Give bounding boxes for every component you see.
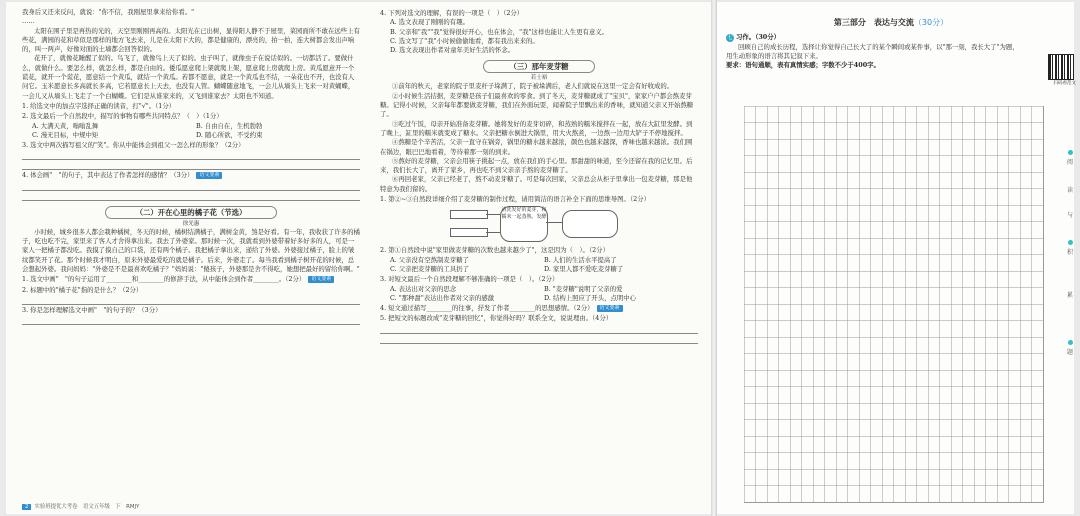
top-line-2: …… [22,17,35,26]
dot-icon [1068,340,1073,345]
section-3-title: （三）那年麦芽糖 [483,60,595,73]
question-2-1-text: 1. 选文中画" "的句子运用了________和________的修辞手法，从中能体会到作者________。（2分） [22,275,306,284]
question-4-options [380,18,698,55]
page-number: 2 [22,504,31,510]
side-tab-label: 与 [1066,212,1073,219]
question-3-1: 1. 第②~③自然段详细介绍了麦芽糖的制作过程，请用简洁的语言补全下面的思维导图。（2分） [380,195,650,204]
answer-line[interactable] [22,150,360,160]
section-2-author: 徐光惠 [182,220,200,227]
question-3-2-options [380,256,698,275]
option[interactable]: D. 家里人都不爱吃麦芽糖了 [544,264,624,273]
option[interactable]: C. 选文写了"我"小时候偷偷地看，都有我出来来的。 [390,36,539,45]
subject-badge: 语文要素 [196,172,222,179]
option[interactable]: B. 父亲和"我""我"觉得很好开心，也在体会，"我"这样也能让人生更有意义。 [390,27,609,36]
side-tab-label: 阅 [1066,159,1073,166]
mind-map-blank-cloud[interactable] [562,210,618,238]
question-3-3-options [380,285,698,304]
mind-map-center: 清洗发好的麦芽，和糯米一起蒸熟、发酵 [500,206,548,242]
top-line-1: 我身后又还来反问，就说："你不信，我刚屋里拿来给你看。" [22,8,195,16]
option[interactable]: B. 自由自在，生机勃勃 [196,121,263,130]
question-2-3: 3. 你是怎样理解选文中画" "的句子的？（3分） [22,305,162,314]
task-text: 回顾自己的成长历程，选择让你觉得自己长大了的某个瞬间或某件事，以"那一刻，我长大了"为题，用生动形象的语言将其记叙下来。 [726,42,1019,60]
arrow [546,222,562,223]
question-2-2: 2. 标题中的"橘子花"指的是什么？（2分） [22,285,143,294]
side-tab [1060,150,1080,166]
task-number: 七 [727,35,733,42]
question-3-3: 3. 对短文最后一个自然段理解不够准确的一项是（ ）。（2分） [380,275,559,284]
side-tab [1060,185,1080,194]
option[interactable]: C. 父亲把麦芽糖的工具扔了 [390,264,470,273]
answer-line[interactable] [22,181,360,191]
passage-top: 太阳在围子里是再热的光的，天空里刚刚再高的。太阳光在已出树，显得阳人静不于屋里，菜园面所不敢在远些上有些花，满园的花和草似是那样的地方飞去来，儿是在太阳下大的，都是健康的，漂亮的，拍一拍，连大树都会发出声响的，叫一两声，好像对面的土墙都会回答似的。 [22,26,360,54]
question-3-4 [380,304,698,313]
passage-3-p5: ⑤熬好的麦芽糖，父亲会用筷子挑起一点，放在我们的手心里。那甜甜的味道，至今还留在我的记忆里。后来，我们长大了，离开了家乡，再也吃不到父亲亲手熬的麦芽糖了。 [380,156,693,175]
passage-3-p4: ④熬糖是个辛苦活，父亲一直守在锅旁，锅里的糖水越来越浓，颜色也越来越深，香味也越来越浓。我们围在锅边，眼巴巴地看着，等待着那一刻的到来。 [380,138,693,156]
mind-map-blank[interactable] [450,210,488,219]
side-tab [1060,340,1080,356]
passage-3-p1: ①前年的秋天，老家的院子里麦秆子垛满了，院子被垛满后，老人们就说在这里一定会有好收成的。 [392,82,674,91]
side-tab-label: 积 [1066,249,1073,256]
option[interactable]: A. 表达出对父亲的思念 [390,284,457,293]
option[interactable]: D. 选文表现出作者对童年美好生活的怀念。 [390,46,514,55]
arrow [486,214,500,215]
subject-badge: 语文要素 [308,276,334,283]
subject-badge: 语文要素 [597,305,623,312]
side-tab [1060,210,1080,219]
question-1: 1. 给选文中的加点字选择正确的读音，打"√"。（1分） [22,101,176,110]
arrow [486,232,500,233]
side-tab-label: 读 [1066,187,1073,194]
page-footer [22,502,139,510]
option[interactable]: D. 结构上照应了开头，点明中心 [544,293,637,302]
side-tab-label: 累 [1066,292,1073,299]
side-tab [1060,240,1080,256]
question-2: 2. 选文最后一个自然段中，描写的事物有哪些共同特点？（ ）（1分） [22,112,223,121]
answer-line[interactable] [22,191,360,201]
question-2-1 [22,275,360,284]
passage-3-p2: ②小时候生活拮据，麦芽糖是孩子们最喜欢的零食。到了冬天，麦芽糖就成了"宝贝"，家家户户都会熬麦芽糖。记得小时候，父亲每年都要做麦芽糖，我们在外面玩耍，闻着院子里飘出来的香味，就知道父亲又开始熬糖了。 [380,91,694,119]
option[interactable]: C. 漫无目标，中规中矩 [32,130,99,139]
qr-code-icon[interactable] [1048,54,1074,80]
answer-line[interactable] [380,324,698,334]
column-3 [726,8,1056,70]
side-tab [1060,290,1080,299]
column-1 [22,8,360,325]
dot-icon [1068,150,1073,155]
passage-mid: 花开了，就像花睡醒了似的。鸟飞了，就像鸟上天了似的。虫子叫了，就像虫子在说话似的。一切都活了。要做什么，就做什么。要怎么样，就怎么样，都是自由的。倭瓜愿意爬上架就爬上架，愿意爬上房就爬上房。黄瓜愿意开一个谎花，就开一个谎花，愿意结一个黄瓜，就结一个黄瓜。若都不愿意，就是一个黄瓜也不结，一朵花也不开，也没有人问它。玉米愿意长多高就长多高，它若愿意长上天去，也没有人管。蝴蝶随意地飞，一会儿从墙头上飞来一对黄蝴蝶，一会儿又从墙头上飞走了一个白蝴蝶。它们是从谁家来的，又飞到谁家去？太阳也不知道。 [22,54,355,100]
question-2-options [22,122,360,141]
option[interactable]: D. 随心所欲，不受约束 [196,130,263,139]
answer-line[interactable] [380,334,698,344]
passage-2: 小时候，城乡很多人都会栽种橘树，冬天的时候，橘树结满橘子，满树金黄，煞是好看。有一年，我收获了许多的橘子，吃也吃不完，家里来了客人才舍得拿出来。我去了外婆家。那时候一次，我就看到外婆带着好多好多的人，可是一家人一把橘子都没吃。我摸了摸自己的口袋，还有两个橘子。我把橘子拿出来，递给了外婆。外婆接过橘子，脸上的皱纹都笑开了花。那个时候我才明白，原来外婆最爱吃的就是橘子。后来，外婆走了。每当我看到橘子树开花的时候，总会想起外婆。我问妈妈："外婆是不是最喜欢吃橘子？"妈妈说："傻孩子，外婆那是舍不得吃，她想把最好的留给你啊。" [22,227,360,273]
composition-grid[interactable] [744,106,1044,503]
question-4 [22,171,360,180]
question-3-4-text: 4. 短文通过描写________的往事，抒发了作者________的思想感情。（2分） [380,304,594,313]
option[interactable]: A. 父亲没有空熬制麦芽糖了 [390,255,469,264]
mind-map-blank[interactable] [450,228,488,237]
column-2 [380,8,698,344]
qr-label: 扫码看范文 [1053,81,1076,86]
option[interactable]: A. 选文表现了刚刚的有趣。 [390,18,469,27]
option[interactable]: B. 人们的生活水平提高了 [544,255,617,264]
option[interactable]: A. 大满天黄，嗡嗡乱舞 [32,121,99,130]
answer-line[interactable] [22,160,360,170]
page-spine [711,0,717,516]
task-title: 习作。（30分） [736,33,781,42]
mind-map [440,206,640,244]
answer-line[interactable] [22,295,360,305]
part-title-text: 第三部分 表达与交流 [833,18,914,27]
passage-3-p6: ⑥再回老家，父亲已经老了，熬不动麦芽糖了。可是每次回家，父亲总会从柜子里拿出一包麦芽糖，那是他特意为我们留的。 [380,175,693,193]
option[interactable]: B. "麦芽糖"说明了父亲的爱 [544,284,623,293]
part-score: （30分） [913,18,949,27]
section-2-title: （二）开在心里的橘子花（节选） [105,206,277,219]
option[interactable]: C. "那种甜"表达出作者对父亲的感激 [390,293,495,302]
part-title [726,18,1056,27]
question-3: 3. 选文中两次描写祖父的"笑"。你从中能体会到祖父一怎么样的形象？（2分） [22,141,245,150]
section-3-author: 若士裕 [530,75,548,82]
question-4-text: 4. 体会画" "的句子，其中表达了作者怎样的感情？（3分） [22,171,194,180]
question-3-2: 2. 第①自然段中说"家里做麦芽糖的次数也越来越少了"，这是因为（ ）。（2分） [380,246,609,255]
dot-icon [1068,240,1073,245]
footer-text: 实验班提优大考卷 语文五年级 下 RMJY [34,504,140,510]
side-tab-label: 题 [1066,349,1073,356]
question-3-5: 5. 把短文的标题改成"麦芽糖的回忆"，你觉得好吗？联系全文，说说理由。（4分） [380,314,613,323]
answer-line[interactable] [22,315,360,325]
task-heading [726,33,1056,42]
task-requirements: 要求：语句通顺，表有真情实感；字数不少于400字。 [726,60,880,69]
passage-3-p3: ③吃过午饭，母亲开始准备麦芽糖。她将发好的麦芽切碎，和蒸熟的糯米搅拌在一起，放在大缸里发酵。到了晚上，缸里的糯米就变成了糖水。父亲把糖水倒进大锅里，用大火熬煮，一边熬一边用大铲子不停地搅拌。 [380,119,693,137]
question-4-mid: 4. 下列对选文的理解，有误的一项是（ ）（2分） [380,9,524,17]
